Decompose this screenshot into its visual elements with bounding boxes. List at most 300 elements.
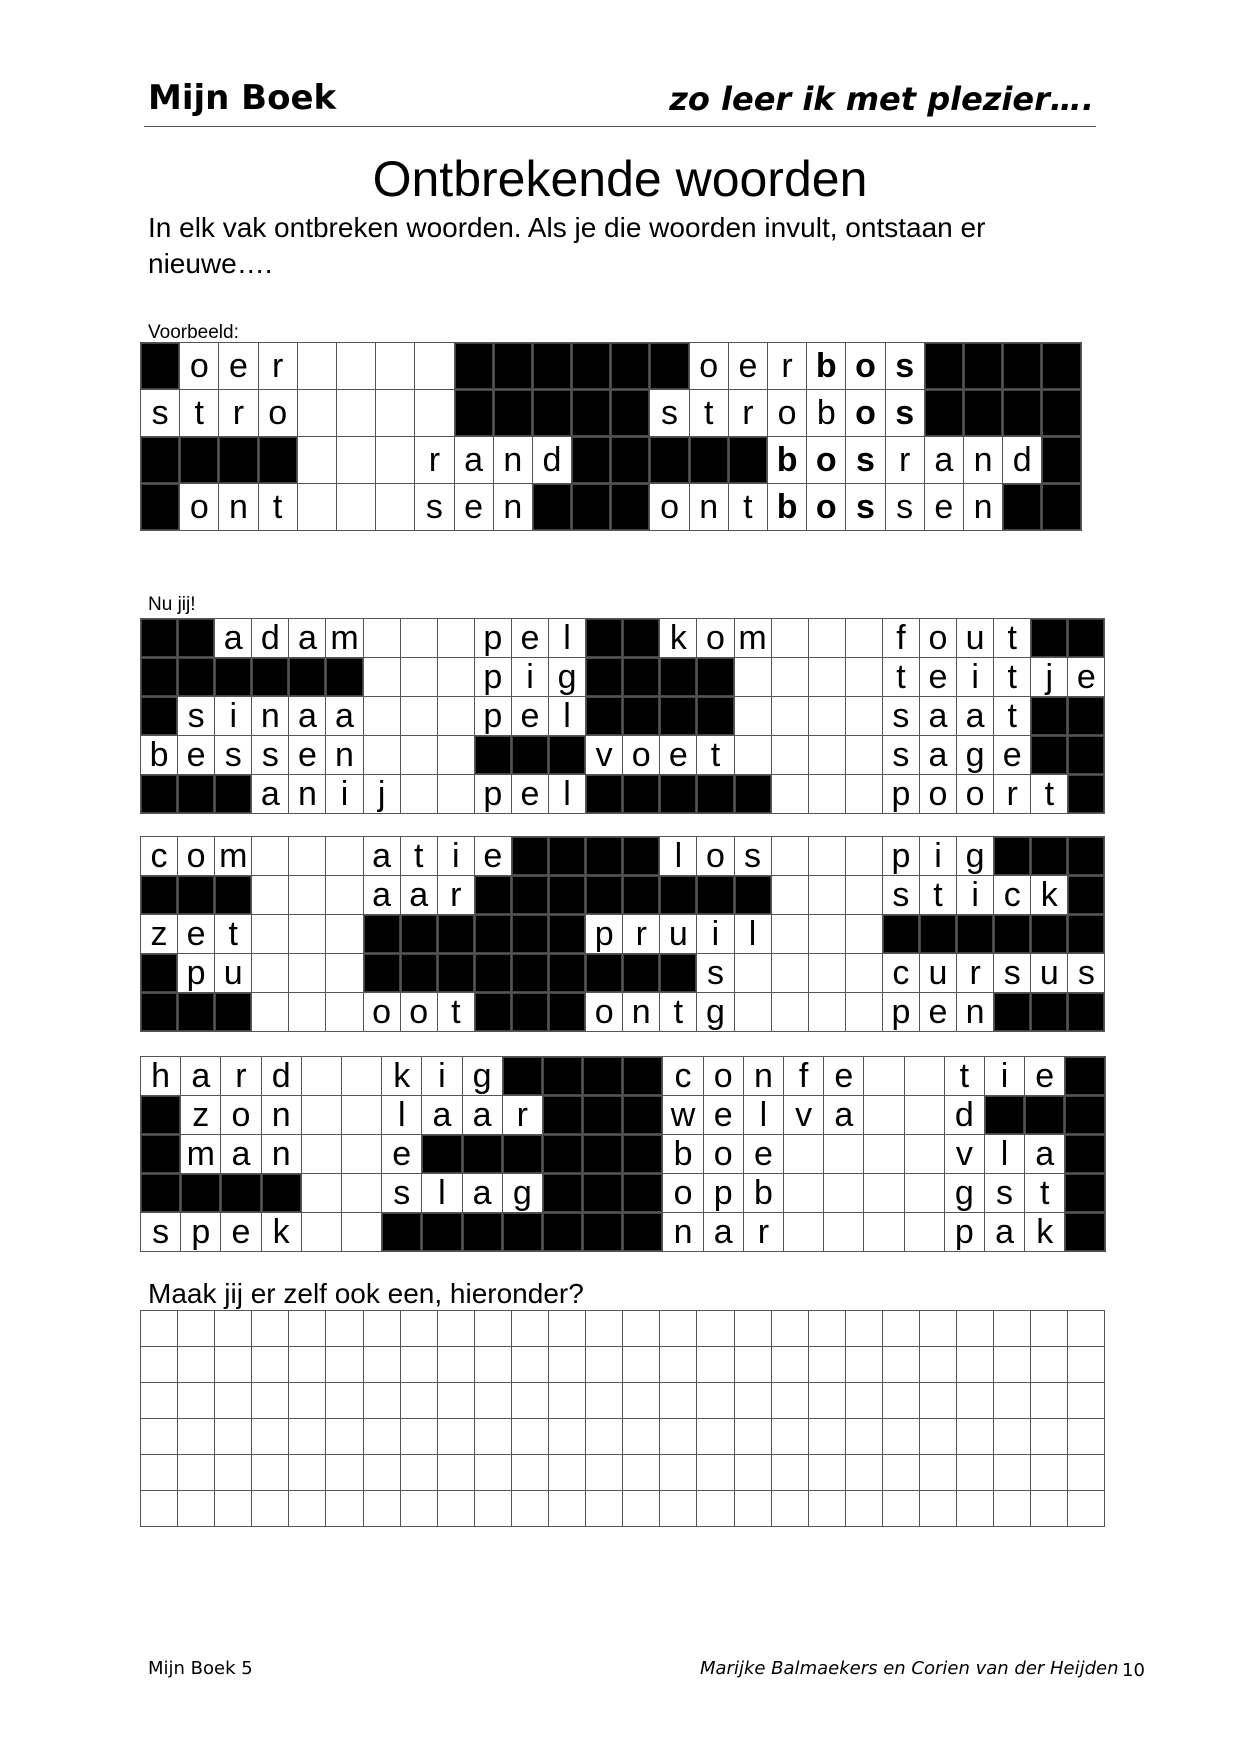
black-cell — [543, 1174, 583, 1213]
blank-cell[interactable] — [252, 1419, 289, 1455]
empty-cell — [864, 1057, 904, 1096]
blank-cell[interactable] — [623, 1311, 660, 1347]
blank-cell[interactable] — [364, 1455, 401, 1491]
blank-cell[interactable] — [920, 1383, 957, 1419]
blank-cell[interactable] — [697, 1383, 734, 1419]
blank-cell[interactable] — [586, 1311, 623, 1347]
letter-cell: n — [252, 697, 289, 736]
letter-cell: t — [1031, 775, 1068, 814]
blank-cell[interactable] — [772, 1455, 809, 1491]
empty-cell — [809, 954, 846, 993]
blank-cell[interactable] — [957, 1311, 994, 1347]
letter-cell: o — [259, 390, 298, 437]
black-cell — [494, 343, 533, 390]
letter-cell: o — [920, 619, 957, 658]
blank-cell[interactable] — [401, 1455, 438, 1491]
empty-cell — [772, 954, 809, 993]
blank-cell[interactable] — [1068, 1419, 1105, 1455]
blank-cell[interactable] — [586, 1383, 623, 1419]
blank-cell[interactable] — [660, 1455, 697, 1491]
blank-cell[interactable] — [957, 1347, 994, 1383]
black-cell — [623, 1174, 663, 1213]
blank-grid — [140, 1310, 1105, 1527]
letter-cell: m — [181, 1135, 221, 1174]
black-cell — [141, 1135, 181, 1174]
black-cell — [586, 837, 623, 876]
black-cell — [1031, 915, 1068, 954]
empty-cell — [342, 1213, 382, 1252]
empty-cell — [289, 837, 326, 876]
blank-cell[interactable] — [252, 1311, 289, 1347]
letter-cell: s — [886, 484, 925, 531]
empty-cell — [326, 954, 363, 993]
blank-cell[interactable] — [401, 1311, 438, 1347]
letter-cell: u — [1031, 954, 1068, 993]
letter-cell: s — [141, 1213, 181, 1252]
blank-cell[interactable] — [883, 1419, 920, 1455]
black-cell — [326, 658, 363, 697]
letter-cell: c — [883, 954, 920, 993]
blank-cell[interactable] — [141, 1419, 178, 1455]
blank-cell[interactable] — [178, 1491, 215, 1527]
blank-cell[interactable] — [438, 1419, 475, 1455]
black-cell — [475, 993, 512, 1032]
blank-cell[interactable] — [178, 1419, 215, 1455]
blank-cell[interactable] — [252, 1383, 289, 1419]
black-cell — [1068, 736, 1105, 775]
letter-cell: o — [846, 390, 885, 437]
blank-cell[interactable] — [697, 1347, 734, 1383]
black-cell — [512, 837, 549, 876]
black-cell — [572, 390, 611, 437]
blank-cell[interactable] — [735, 1311, 772, 1347]
empty-cell — [824, 1213, 864, 1252]
empty-cell — [846, 993, 883, 1032]
black-cell — [697, 775, 734, 814]
letter-cell: t — [994, 619, 1031, 658]
blank-cell[interactable] — [326, 1347, 363, 1383]
letter-cell: s — [994, 954, 1031, 993]
blank-cell[interactable] — [178, 1383, 215, 1419]
black-cell — [583, 1096, 623, 1135]
letter-cell: u — [920, 954, 957, 993]
blank-cell[interactable] — [846, 1347, 883, 1383]
black-cell — [697, 658, 734, 697]
black-cell — [549, 993, 586, 1032]
blank-cell[interactable] — [252, 1455, 289, 1491]
blank-cell[interactable] — [326, 1419, 363, 1455]
blank-cell[interactable] — [549, 1383, 586, 1419]
blank-cell[interactable] — [1068, 1347, 1105, 1383]
blank-cell[interactable] — [920, 1311, 957, 1347]
blank-cell[interactable] — [735, 1383, 772, 1419]
blank-cell[interactable] — [957, 1383, 994, 1419]
blank-cell[interactable] — [1068, 1311, 1105, 1347]
black-cell — [1068, 619, 1105, 658]
blank-cell[interactable] — [326, 1311, 363, 1347]
blank-cell[interactable] — [512, 1347, 549, 1383]
blank-cell[interactable] — [846, 1491, 883, 1527]
empty-cell — [401, 697, 438, 736]
blank-cell[interactable] — [920, 1419, 957, 1455]
blank-cell[interactable] — [549, 1455, 586, 1491]
blank-cell[interactable] — [772, 1491, 809, 1527]
blank-cell[interactable] — [512, 1383, 549, 1419]
blank-cell[interactable] — [178, 1347, 215, 1383]
letter-cell: i — [438, 837, 475, 876]
letter-cell: r — [221, 1057, 261, 1096]
blank-cell[interactable] — [883, 1383, 920, 1419]
letter-cell: b — [744, 1174, 784, 1213]
blank-cell[interactable] — [623, 1491, 660, 1527]
blank-cell[interactable] — [252, 1491, 289, 1527]
empty-cell — [809, 915, 846, 954]
blank-cell[interactable] — [660, 1383, 697, 1419]
black-cell — [512, 993, 549, 1032]
blank-cell[interactable] — [809, 1311, 846, 1347]
blank-cell[interactable] — [401, 1419, 438, 1455]
empty-cell — [905, 1096, 945, 1135]
letter-cell: s — [886, 343, 925, 390]
blank-cell[interactable] — [1031, 1347, 1068, 1383]
blank-cell[interactable] — [364, 1491, 401, 1527]
blank-cell[interactable] — [623, 1383, 660, 1419]
blank-cell[interactable] — [697, 1491, 734, 1527]
blank-cell[interactable] — [401, 1383, 438, 1419]
empty-cell — [252, 954, 289, 993]
blank-cell[interactable] — [994, 1491, 1031, 1527]
blank-cell[interactable] — [364, 1311, 401, 1347]
blank-cell[interactable] — [994, 1311, 1031, 1347]
black-cell — [503, 1213, 543, 1252]
letter-cell: o — [221, 1096, 261, 1135]
blank-cell[interactable] — [215, 1311, 252, 1347]
blank-cell[interactable] — [586, 1419, 623, 1455]
letter-cell: i — [957, 876, 994, 915]
letter-cell: t — [660, 993, 697, 1032]
blank-cell[interactable] — [883, 1455, 920, 1491]
now-you-label: Nu jij! — [148, 594, 196, 615]
blank-cell[interactable] — [475, 1419, 512, 1455]
blank-cell[interactable] — [883, 1491, 920, 1527]
letter-cell: d — [262, 1057, 302, 1096]
black-cell — [549, 915, 586, 954]
blank-cell[interactable] — [401, 1347, 438, 1383]
empty-cell — [376, 437, 415, 484]
blank-cell[interactable] — [364, 1347, 401, 1383]
blank-cell[interactable] — [401, 1491, 438, 1527]
letter-cell: k — [382, 1057, 422, 1096]
black-cell — [141, 484, 180, 531]
blank-cell[interactable] — [735, 1419, 772, 1455]
blank-cell[interactable] — [697, 1311, 734, 1347]
blank-cell[interactable] — [809, 1347, 846, 1383]
letter-cell: a — [326, 697, 363, 736]
blank-cell[interactable] — [809, 1419, 846, 1455]
letter-cell: m — [326, 619, 363, 658]
black-cell — [623, 1096, 663, 1135]
blank-cell[interactable] — [735, 1491, 772, 1527]
blank-cell[interactable] — [586, 1347, 623, 1383]
blank-cell[interactable] — [289, 1383, 326, 1419]
letter-cell: e — [221, 1213, 261, 1252]
blank-cell[interactable] — [438, 1383, 475, 1419]
black-cell — [475, 954, 512, 993]
blank-cell[interactable] — [512, 1491, 549, 1527]
letter-cell: s — [178, 697, 215, 736]
blank-cell[interactable] — [215, 1383, 252, 1419]
blank-cell[interactable] — [772, 1383, 809, 1419]
blank-cell[interactable] — [215, 1347, 252, 1383]
blank-cell[interactable] — [809, 1455, 846, 1491]
blank-cell[interactable] — [438, 1311, 475, 1347]
black-cell — [1068, 915, 1105, 954]
blank-cell[interactable] — [1031, 1383, 1068, 1419]
blank-cell[interactable] — [994, 1455, 1031, 1491]
letter-cell: t — [690, 390, 729, 437]
letter-cell: n — [494, 484, 533, 531]
black-cell — [180, 437, 219, 484]
letter-cell: a — [289, 619, 326, 658]
blank-cell[interactable] — [289, 1347, 326, 1383]
blank-cell[interactable] — [772, 1347, 809, 1383]
letter-cell: h — [141, 1057, 181, 1096]
blank-cell[interactable] — [809, 1383, 846, 1419]
letter-cell: l — [422, 1174, 462, 1213]
blank-cell[interactable] — [920, 1347, 957, 1383]
blank-cell[interactable] — [475, 1311, 512, 1347]
blank-cell[interactable] — [1031, 1491, 1068, 1527]
letter-cell: n — [262, 1096, 302, 1135]
blank-cell[interactable] — [141, 1311, 178, 1347]
empty-cell — [809, 837, 846, 876]
blank-cell[interactable] — [1031, 1419, 1068, 1455]
black-cell — [729, 437, 768, 484]
empty-cell — [864, 1174, 904, 1213]
blank-cell[interactable] — [475, 1491, 512, 1527]
letter-cell: e — [660, 736, 697, 775]
letter-cell: o — [364, 993, 401, 1032]
empty-cell — [438, 775, 475, 814]
letter-cell: u — [660, 915, 697, 954]
blank-cell[interactable] — [994, 1347, 1031, 1383]
blank-cell[interactable] — [660, 1311, 697, 1347]
black-cell — [583, 1174, 623, 1213]
blank-cell[interactable] — [1068, 1383, 1105, 1419]
letter-cell: k — [1031, 876, 1068, 915]
empty-cell — [846, 954, 883, 993]
blank-cell[interactable] — [660, 1491, 697, 1527]
empty-cell — [809, 993, 846, 1032]
black-cell — [533, 343, 572, 390]
blank-cell[interactable] — [809, 1491, 846, 1527]
blank-cell[interactable] — [178, 1311, 215, 1347]
letter-cell: s — [883, 697, 920, 736]
blank-cell[interactable] — [772, 1311, 809, 1347]
letter-cell: e — [475, 837, 512, 876]
letter-cell: s — [697, 954, 734, 993]
blank-cell[interactable] — [660, 1347, 697, 1383]
letter-cell: o — [807, 484, 846, 531]
empty-cell — [302, 1057, 342, 1096]
empty-cell — [772, 993, 809, 1032]
letter-cell: e — [704, 1096, 744, 1135]
blank-cell[interactable] — [697, 1455, 734, 1491]
blank-cell[interactable] — [141, 1383, 178, 1419]
letter-cell: l — [985, 1135, 1025, 1174]
blank-cell[interactable] — [1031, 1311, 1068, 1347]
blank-cell[interactable] — [475, 1347, 512, 1383]
black-cell — [1031, 619, 1068, 658]
blank-cell[interactable] — [512, 1311, 549, 1347]
blank-cell[interactable] — [920, 1455, 957, 1491]
blank-cell[interactable] — [994, 1419, 1031, 1455]
blank-cell[interactable] — [846, 1419, 883, 1455]
blank-cell[interactable] — [141, 1347, 178, 1383]
blank-cell[interactable] — [141, 1455, 178, 1491]
letter-cell: b — [663, 1135, 703, 1174]
blank-cell[interactable] — [549, 1419, 586, 1455]
blank-cell[interactable] — [586, 1455, 623, 1491]
blank-cell[interactable] — [957, 1455, 994, 1491]
letter-cell: a — [455, 437, 494, 484]
empty-cell — [337, 390, 376, 437]
blank-cell[interactable] — [438, 1347, 475, 1383]
black-cell — [1068, 697, 1105, 736]
letter-cell: t — [994, 697, 1031, 736]
blank-cell[interactable] — [289, 1455, 326, 1491]
black-cell — [533, 390, 572, 437]
letter-cell: w — [663, 1096, 703, 1135]
letter-cell: s — [846, 484, 885, 531]
letter-cell: a — [925, 437, 964, 484]
empty-cell — [846, 736, 883, 775]
letter-cell: e — [744, 1135, 784, 1174]
instructions-text: In elk vak ontbreken woorden. Als je die woorden invult, ontstaan er nieuwe…. — [148, 212, 986, 279]
blank-cell[interactable] — [252, 1347, 289, 1383]
blank-cell[interactable] — [883, 1347, 920, 1383]
blank-cell[interactable] — [623, 1455, 660, 1491]
blank-cell[interactable] — [549, 1347, 586, 1383]
blank-cell[interactable] — [215, 1491, 252, 1527]
letter-cell: p — [883, 775, 920, 814]
blank-cell[interactable] — [289, 1419, 326, 1455]
blank-cell[interactable] — [735, 1455, 772, 1491]
letter-cell: m — [735, 619, 772, 658]
black-cell — [503, 1057, 543, 1096]
empty-cell — [289, 915, 326, 954]
blank-cell[interactable] — [178, 1455, 215, 1491]
letter-cell: c — [994, 876, 1031, 915]
black-cell — [1003, 390, 1042, 437]
empty-cell — [772, 736, 809, 775]
empty-cell — [809, 658, 846, 697]
black-cell — [735, 775, 772, 814]
blank-cell[interactable] — [215, 1419, 252, 1455]
black-cell — [925, 343, 964, 390]
letter-cell: n — [326, 736, 363, 775]
black-cell — [141, 658, 178, 697]
empty-cell — [342, 1057, 382, 1096]
blank-cell[interactable] — [549, 1311, 586, 1347]
blank-cell[interactable] — [1068, 1491, 1105, 1527]
letter-cell: s — [415, 484, 454, 531]
empty-cell — [376, 390, 415, 437]
blank-cell[interactable] — [957, 1491, 994, 1527]
blank-cell[interactable] — [846, 1455, 883, 1491]
blank-cell[interactable] — [586, 1491, 623, 1527]
blank-cell[interactable] — [326, 1491, 363, 1527]
black-cell — [141, 954, 178, 993]
black-cell — [623, 837, 660, 876]
letter-cell: l — [735, 915, 772, 954]
letter-cell: g — [957, 837, 994, 876]
blank-cell[interactable] — [438, 1455, 475, 1491]
blank-cell[interactable] — [512, 1455, 549, 1491]
blank-cell[interactable] — [623, 1347, 660, 1383]
letter-cell: p — [178, 954, 215, 993]
blank-cell[interactable] — [920, 1491, 957, 1527]
black-cell — [1003, 343, 1042, 390]
empty-cell — [298, 343, 337, 390]
letter-cell: e — [455, 484, 494, 531]
letter-cell: l — [549, 775, 586, 814]
blank-cell[interactable] — [772, 1419, 809, 1455]
letter-cell: o — [704, 1135, 744, 1174]
empty-cell — [735, 954, 772, 993]
blank-cell[interactable] — [364, 1383, 401, 1419]
blank-cell[interactable] — [735, 1347, 772, 1383]
blank-cell[interactable] — [141, 1491, 178, 1527]
black-cell — [1065, 1135, 1105, 1174]
blank-cell[interactable] — [1068, 1455, 1105, 1491]
blank-cell[interactable] — [438, 1491, 475, 1527]
empty-cell — [342, 1174, 382, 1213]
empty-cell — [846, 876, 883, 915]
blank-cell[interactable] — [623, 1419, 660, 1455]
blank-cell[interactable] — [364, 1419, 401, 1455]
letter-cell: v — [586, 736, 623, 775]
letter-cell: b — [807, 343, 846, 390]
letter-cell: s — [886, 390, 925, 437]
black-cell — [925, 390, 964, 437]
blank-cell[interactable] — [957, 1419, 994, 1455]
blank-cell[interactable] — [326, 1455, 363, 1491]
blank-cell[interactable] — [883, 1311, 920, 1347]
empty-cell — [772, 697, 809, 736]
blank-cell[interactable] — [1031, 1455, 1068, 1491]
blank-cell[interactable] — [846, 1311, 883, 1347]
blank-cell[interactable] — [549, 1491, 586, 1527]
blank-cell[interactable] — [697, 1419, 734, 1455]
letter-cell: e — [1068, 658, 1105, 697]
blank-cell[interactable] — [289, 1491, 326, 1527]
blank-cell[interactable] — [994, 1383, 1031, 1419]
blank-cell[interactable] — [289, 1311, 326, 1347]
blank-cell[interactable] — [660, 1419, 697, 1455]
blank-cell[interactable] — [326, 1383, 363, 1419]
blank-cell[interactable] — [475, 1383, 512, 1419]
blank-cell[interactable] — [215, 1455, 252, 1491]
black-cell — [215, 993, 252, 1032]
blank-cell[interactable] — [846, 1383, 883, 1419]
blank-cell[interactable] — [475, 1455, 512, 1491]
blank-cell[interactable] — [512, 1419, 549, 1455]
letter-cell: o — [401, 993, 438, 1032]
letter-cell: c — [663, 1057, 703, 1096]
empty-cell — [784, 1135, 824, 1174]
empty-cell — [376, 343, 415, 390]
